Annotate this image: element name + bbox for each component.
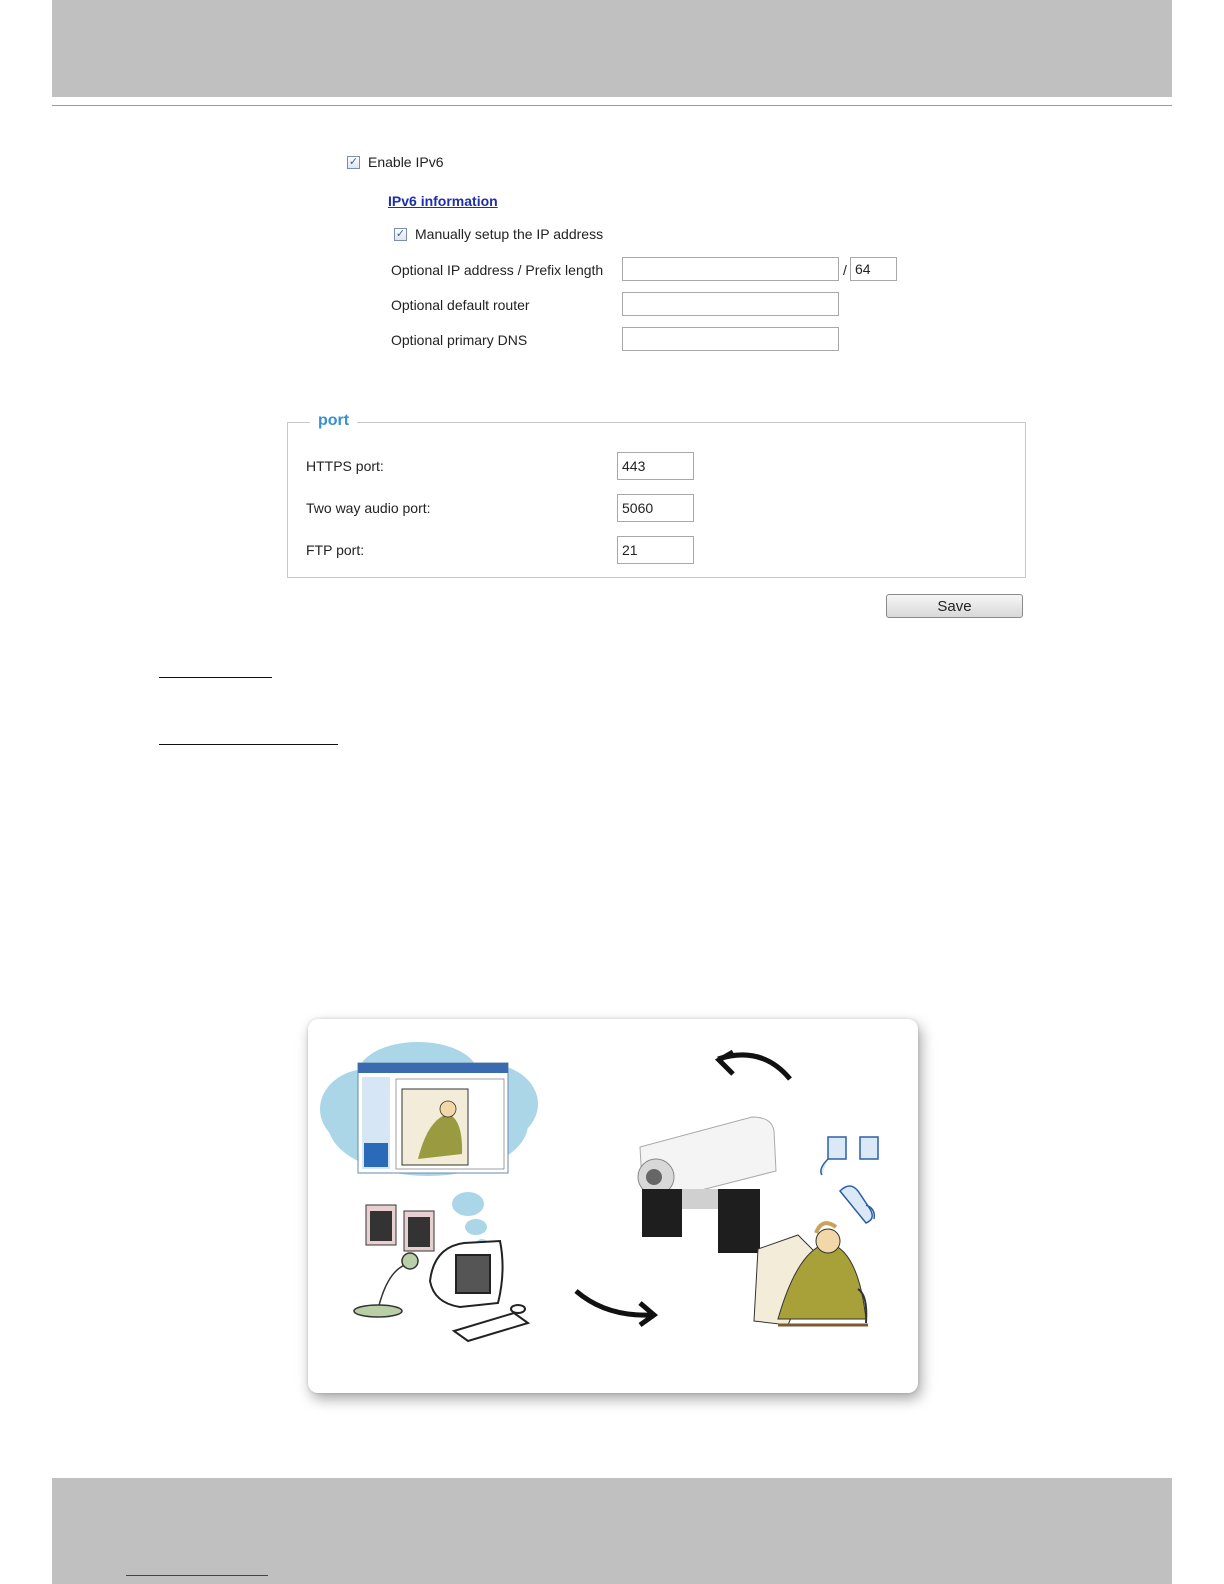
heading-underline bbox=[159, 677, 272, 678]
microphone-icon bbox=[354, 1253, 418, 1317]
manual-setup-checkbox[interactable]: ✓ bbox=[395, 227, 406, 240]
default-router-label: Optional default router bbox=[391, 297, 530, 313]
primary-dns-label: Optional primary DNS bbox=[391, 332, 528, 348]
header-divider bbox=[52, 105, 1172, 106]
telephone-icon bbox=[840, 1186, 874, 1223]
page-header-band bbox=[52, 0, 1172, 97]
ipv6-information-link[interactable]: IPv6 information bbox=[388, 193, 498, 209]
browser-window-icon bbox=[358, 1063, 508, 1173]
manual-setup-label: Manually setup the IP address bbox=[415, 226, 604, 242]
primary-dns-input[interactable] bbox=[622, 327, 839, 351]
person-reading-icon bbox=[754, 1223, 868, 1325]
default-router-input[interactable] bbox=[622, 292, 839, 316]
prefix-slash: / bbox=[843, 262, 847, 278]
enable-ipv6-label: Enable IPv6 bbox=[368, 154, 444, 170]
https-port-label: HTTPS port: bbox=[306, 458, 384, 474]
two-way-audio-port-label: Two way audio port: bbox=[306, 500, 431, 516]
two-way-audio-port-input[interactable] bbox=[617, 494, 694, 522]
https-port-input[interactable] bbox=[617, 452, 694, 480]
optional-ip-input[interactable] bbox=[622, 257, 839, 281]
footer-link-underline bbox=[126, 1575, 268, 1576]
camera-icon bbox=[638, 1117, 776, 1253]
ftp-port-label: FTP port: bbox=[306, 542, 365, 558]
blue-speaker-icon bbox=[821, 1137, 878, 1175]
prefix-length-input[interactable] bbox=[850, 257, 897, 281]
page-footer-band bbox=[52, 1478, 1172, 1584]
enable-ipv6-checkbox[interactable]: ✓ bbox=[348, 155, 359, 168]
computer-icon bbox=[430, 1241, 528, 1341]
speaker-icon bbox=[366, 1205, 434, 1251]
subheading-underline bbox=[159, 744, 338, 745]
save-button[interactable]: Save bbox=[886, 594, 1023, 618]
two-way-audio-illustration bbox=[308, 1019, 918, 1393]
port-legend: port bbox=[310, 412, 357, 430]
ftp-port-input[interactable] bbox=[617, 536, 694, 564]
manual-setup-row[interactable] bbox=[394, 226, 603, 242]
enable-ipv6-row[interactable] bbox=[347, 154, 444, 170]
ip-prefix-label: Optional IP address / Prefix length bbox=[391, 262, 604, 278]
